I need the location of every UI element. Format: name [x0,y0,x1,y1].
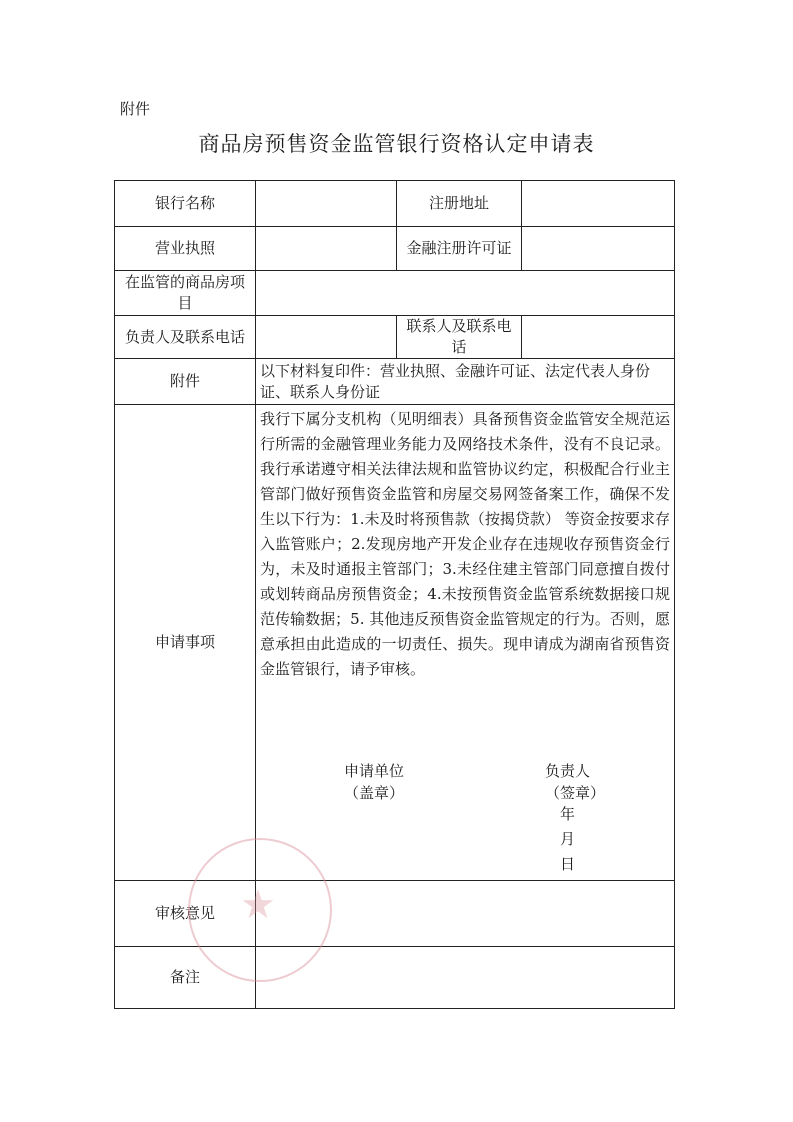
applicant-unit-block [344,760,404,804]
date-month-label: 月 [560,830,576,848]
application-text: 我行下属分支机构（见明细表）具备预售资金监管安全规范运行所需的金融管理业务能力及网络技术条件，没有不良记录。我行承诺遵守相关法律法规和监管协议约定，积极配合行业主管部门做好预售资金监管和房屋交易网签备案工作，确保不发生以下行为：1.未及时将预售款（按揭贷款） 等资金按要求存入监管账户；2.发现房地产开发企业存在违规收存预售资金行为，未及时通报主管部门；3.未经住建主管部门同意擅自拨付或划转商品房预售资金；4.未按预售资金监管系统数据接口规范传输数据；5. 其他违反预售资金监管规定的行为。否则，愿意承担由此造成的一切责任、损失。现申请成为湖南省预售资金监管银行，请予审核。 [260,410,670,678]
date-year-label: 年 [560,805,576,823]
date-line [560,802,670,877]
row-contacts [115,316,675,359]
contact-person-field[interactable] [522,316,675,359]
application-label: 申请事项 [115,405,256,881]
remarks-label: 备注 [115,947,256,1009]
attachments-label: 附件 [115,359,256,405]
row-attachments [115,359,675,405]
date-day-label: 日 [560,855,576,873]
business-license-field[interactable] [256,227,397,271]
attachments-value: 以下材料复印件：营业执照、金融许可证、法定代表人身份证、联系人身份证 [256,359,675,405]
remarks-field[interactable] [256,947,675,1009]
responsible-person-label: 负责人及联系电话 [115,316,256,359]
row-licenses [115,227,675,271]
review-field[interactable] [256,881,675,947]
application-cell [256,405,675,881]
attachment-label: 附件 [120,100,151,118]
signer-label: 负责人 [545,762,591,780]
row-supervised-projects [115,271,675,316]
applicant-seal-label: （盖章） [344,784,405,802]
row-bank-name [115,181,675,227]
signer-sign-label: （签章） [545,784,606,802]
supervised-projects-field[interactable] [256,271,675,316]
page-title: 商品房预售资金监管银行资格认定申请表 [198,132,595,156]
bank-name-label: 银行名称 [115,181,256,227]
responsible-person-field[interactable] [256,316,397,359]
reg-address-field[interactable] [522,181,675,227]
contact-person-label: 联系人及联系电话 [397,316,522,359]
reg-address-label: 注册地址 [397,181,522,227]
applicant-unit-label: 申请单位 [344,762,405,780]
supervised-projects-label: 在监管的商品房项目 [115,271,256,316]
signature-area [260,760,670,880]
signer-block [545,760,605,804]
review-label: 审核意见 [115,881,256,947]
business-license-label: 营业执照 [115,227,256,271]
application-form-table [114,180,675,1009]
financial-license-field[interactable] [522,227,675,271]
bank-name-field[interactable] [256,181,397,227]
row-application [115,405,675,881]
financial-license-label: 金融注册许可证 [397,227,522,271]
row-review [115,881,675,947]
row-remarks [115,947,675,1009]
